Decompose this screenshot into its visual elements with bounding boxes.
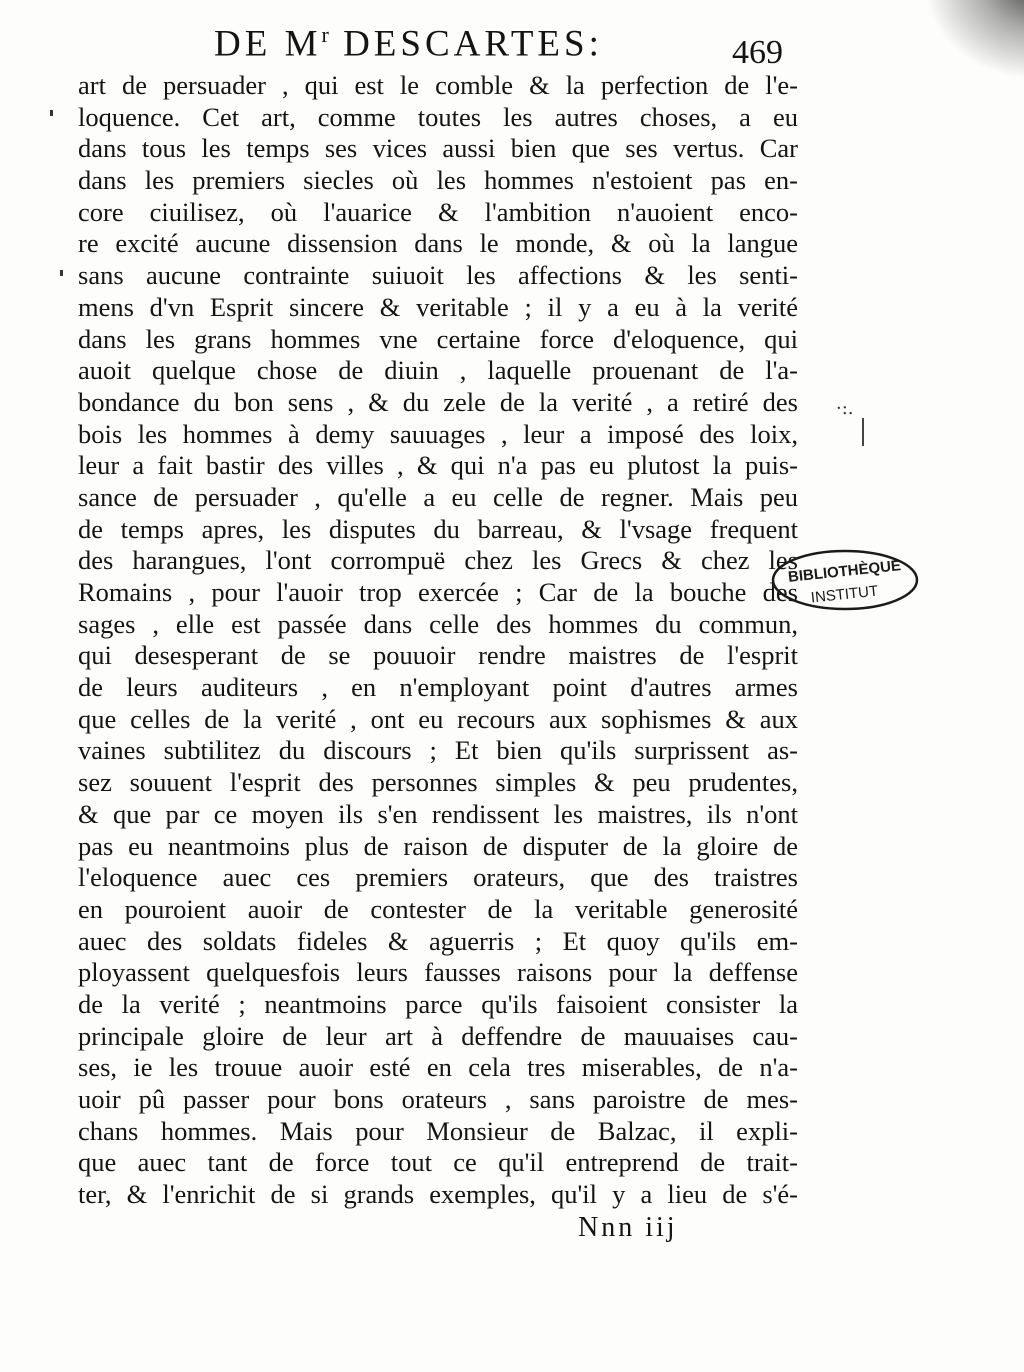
body-text [78,70,798,1211]
stamp-line-2: INSTITUT [810,582,879,607]
text-line: dans les grans hommes vne certaine force d'eloquence, qui [78,323,798,354]
text-line: sans aucune contrainte suiuoit les affections & les senti- [78,260,798,291]
text-line: loquence. Cet art, comme toutes les autres choses, a eu [78,101,798,132]
text-line: ses, ie les trouue auoir esté en cela tres miserables, de n'a- [78,1052,798,1083]
margin-dot [50,110,53,116]
text-line: auoit quelque chose de diuin , laquelle prouenant de l'a- [78,355,798,386]
text-line: art de persuader , qui est le comble & la perfection de l'e- [78,70,798,100]
text-line: que auec tant de force tout ce qu'il entreprend de trait- [78,1147,798,1178]
text-line: qui desesperant de se pouuoir rendre maistres de l'esprit [78,640,798,671]
margin-dot [60,270,63,276]
text-line: leur a fait bastir des villes , & qui n'a pas eu plutost la puis- [78,450,798,481]
text-line: dans les premiers siecles où les hommes n'estoient pas en- [78,165,798,196]
text-line: Romains , pour l'auoir trop exercée ; Car de la bouche des [78,577,798,607]
text-line: que celles de la verité , ont eu recours aux sophismes & aux [78,703,798,734]
text-line: de temps apres, les disputes du barreau, & l'vsage frequent [78,513,798,544]
scan-shadow [924,0,1024,80]
running-head-prefix: DE M [214,23,322,65]
signature-mark: Nnn iij [578,1212,678,1243]
text-line: ter, & l'enrichit de si grands exemples, qu'il y a lieu de s'é- [78,1179,798,1210]
text-line: sance de persuader , qu'elle a eu celle de regner. Mais peu [78,481,798,512]
text-line: l'eloquence auec ces premiers orateurs, que des traistres [78,862,798,893]
text-line: en pouroient auoir de contester de la veritable generosité [78,893,798,924]
text-line: auec des soldats fideles & aguerris ; Et quoy qu'ils em- [78,925,798,956]
text-line: uoir pû passer pour bons orateurs , sans paroistre de mes- [78,1084,798,1114]
page-number: 469 [732,34,783,71]
text-line: bondance du bon sens , & du zele de la verité , a retiré des [78,386,798,417]
text-line: pas eu neantmoins plus de raison de disputer de la gloire de [78,830,798,861]
text-line: vaines subtilitez du discours ; Et bien qu'ils surprissent as- [78,735,798,766]
stamp-line-1: BIBLIOTHÈQUE [787,557,902,586]
text-line: de la verité ; neantmoins parce qu'ils faisoient consister la [78,988,798,1019]
text-line: bois les hommes à demy sauuages , leur a imposé des loix, [78,418,798,449]
margin-annotation-mark: ·:. [836,398,854,419]
text-line: chans hommes. Mais pour Monsieur de Balzac, il expli- [78,1115,798,1146]
text-line: de leurs auditeurs , en n'employant point d'autres armes [78,672,798,703]
text-line: core ciuilisez, où l'auarice & l'ambition n'auoient enco- [78,196,798,227]
text-line: des harangues, l'ont corrompuë chez les Grecs & chez les [78,545,798,576]
text-line: & que par ce moyen ils s'en rendissent les maistres, ils n'ont [78,798,798,829]
text-line: dans tous les temps ses vices aussi bien que ses vertus. Car [78,133,798,164]
running-head-superscript: r [321,22,330,47]
library-stamp [770,548,920,612]
running-head-suffix: DESCARTES: [329,23,603,65]
text-line: sages , elle est passée dans celle des hommes du commun, [78,608,798,639]
text-line: principale gloire de leur art à deffendre de mauuaises cau- [78,1020,798,1051]
text-line: re excité aucune dissension dans le monde, & où la langue [78,228,798,259]
running-head [214,22,603,65]
text-line: sez souuent l'esprit des personnes simples & peu prudentes, [78,767,798,798]
text-line: ployassent quelquesfois leurs fausses raisons pour la deffense [78,957,798,988]
text-line: mens d'vn Esprit sincere & veritable ; il y a eu à la verité [78,291,798,322]
margin-annotation-tick [862,418,864,446]
